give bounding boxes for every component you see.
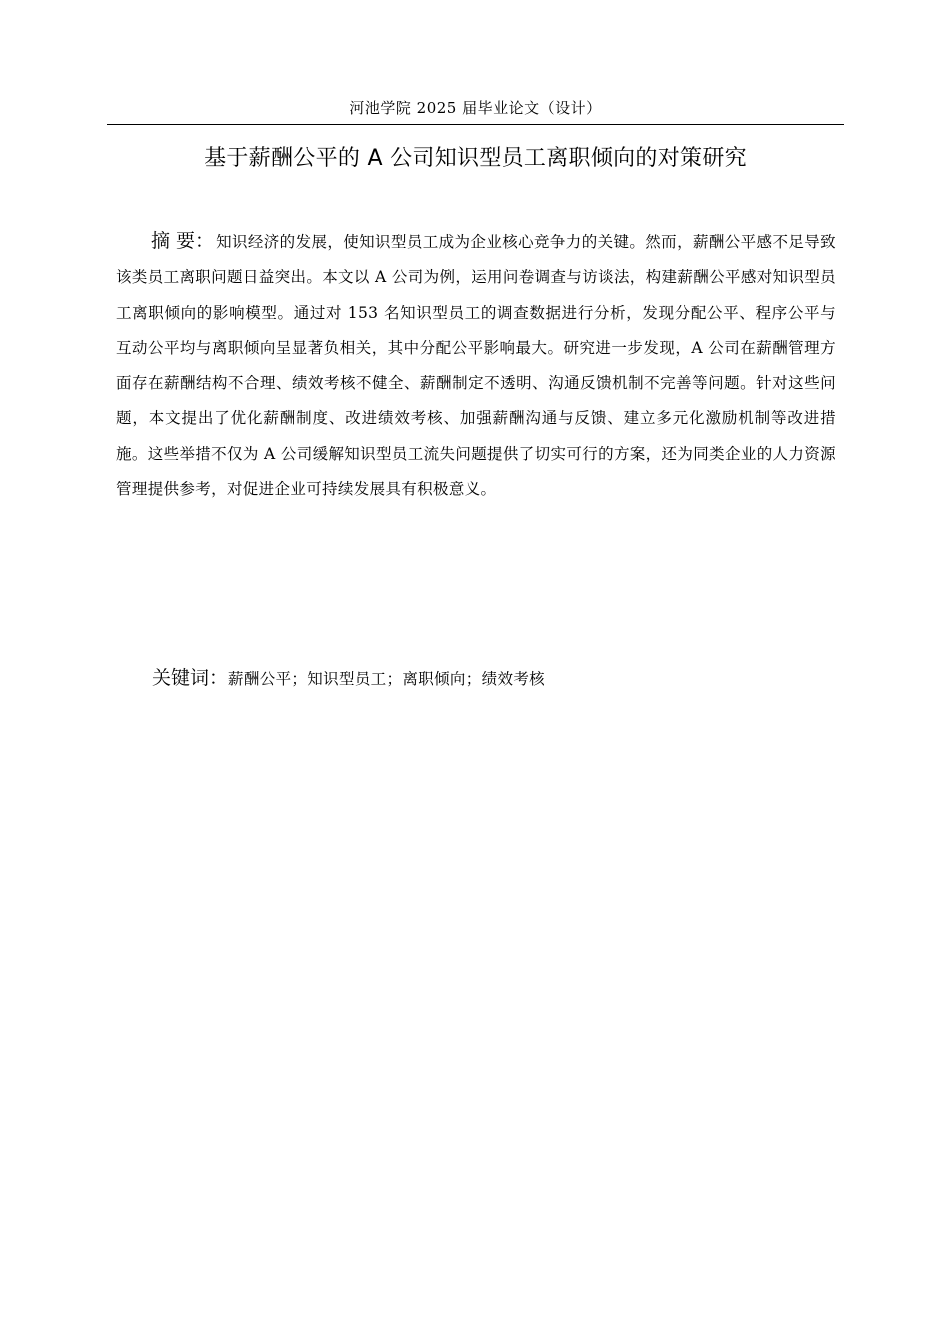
paper-title: 基于薪酬公平的 A 公司知识型员工离职倾向的对策研究 <box>204 146 747 171</box>
abstract-body: 知识经济的发展，使知识型员工成为企业核心竞争力的关键。然而，薪酬公平感不足导致该类员工离职问题日益突出。本文以 A 公司为例，运用问卷调查与访谈法，构建薪酬公平感对知识型员工离职倾向的影响模型。通过对 153 名知识型员工的调查数据进行分析，发现分配公平、程序公平与互动公平均与离职倾向呈显著负相关，其中分配公平影响最大。研究进一步发现，A 公司在薪酬管理方面存在薪酬结构不合理、绩效考核不健全、薪酬制定不透明、沟通反馈机制不完善等问题。针对这些问题，本文提出了优化薪酬制度、改进绩效考核、加强薪酬沟通与反馈、建立多元化激励机制等改进措施。这些举措不仅为 A 公司缓解知识型员工流失问题提供了切实可行的方案，还为同类企业的人力资源管理提供参考，对促进企业可持续发展具有积极意义。 <box>116 233 836 499</box>
abstract-paragraph <box>116 224 836 507</box>
keywords-line <box>152 662 832 695</box>
keywords-label: 关键词： <box>152 667 229 689</box>
keywords-text: 薪酬公平；知识型员工；离职倾向；绩效考核 <box>228 670 546 688</box>
abstract-label: 摘 要： <box>151 230 215 252</box>
header-divider <box>107 124 844 125</box>
page-header: 河池学院 2025 届毕业论文（设计） <box>349 99 602 117</box>
